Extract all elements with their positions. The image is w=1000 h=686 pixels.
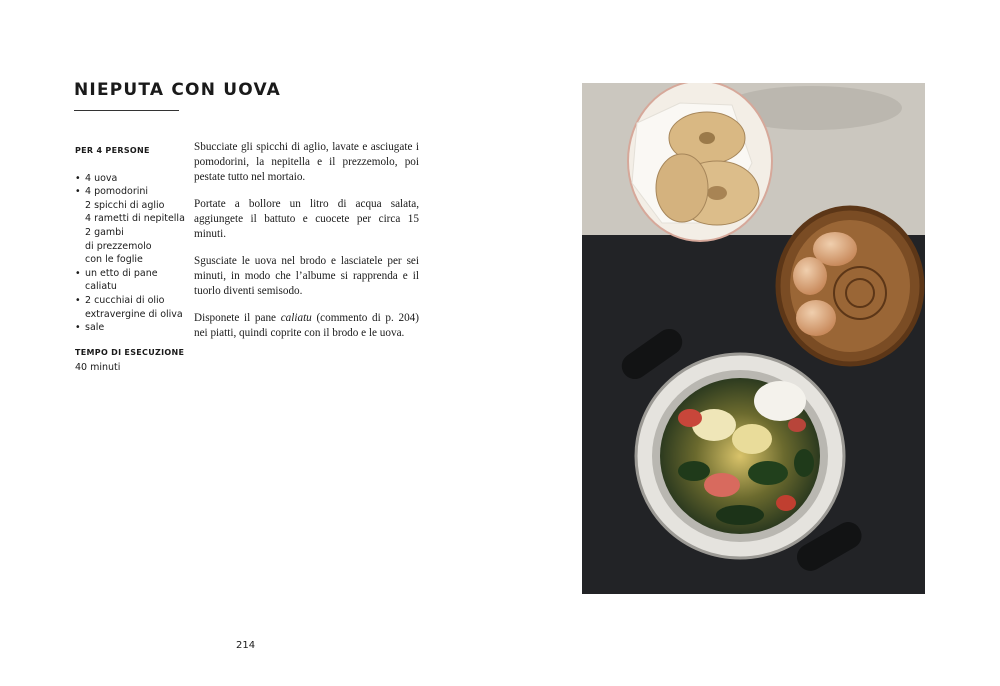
herb-leaves bbox=[678, 461, 710, 481]
photo-illustration bbox=[582, 83, 925, 594]
recipe-photo bbox=[582, 83, 925, 594]
herb-leaves bbox=[794, 449, 814, 477]
ingredient-item: 4 rametti di nepitella bbox=[85, 213, 185, 225]
egg-icon bbox=[796, 300, 836, 336]
ingredient-item: • 4 uova bbox=[75, 172, 185, 186]
ingredient-item: • 2 cucchiai di olio bbox=[75, 294, 185, 308]
ingredient-item: • 4 pomodorini bbox=[75, 185, 185, 199]
ingredients-sidebar bbox=[75, 144, 185, 375]
step-paragraph bbox=[194, 311, 419, 341]
tomato-piece bbox=[776, 495, 796, 511]
tomato-piece bbox=[678, 409, 702, 427]
tomato-piece bbox=[788, 418, 806, 432]
ingredient-item: • un etto di pane bbox=[75, 267, 185, 281]
title-underline bbox=[74, 110, 179, 111]
ingredient-item: • sale bbox=[75, 321, 185, 335]
ingredient-list bbox=[75, 172, 185, 335]
herb-leaves bbox=[716, 505, 764, 525]
egg-icon bbox=[793, 257, 827, 295]
step-paragraph: Sgusciate le uova nel brodo e lasciatele per sei minuti, in modo che l’albume si rapprenda e il tuorlo diventi semisodo. bbox=[194, 255, 419, 297]
ingredient-item: di prezzemolo bbox=[85, 240, 152, 252]
recipe-title: NIEPUTA CON UOVA bbox=[74, 80, 282, 100]
herb-leaves bbox=[748, 461, 788, 485]
step-text: (commento di p. 204) nei piatti, quindi coprite con il brodo e le uova. bbox=[194, 312, 419, 339]
bread-slice-icon bbox=[656, 154, 708, 222]
poached-egg bbox=[754, 381, 806, 421]
step-paragraph: Portate a bollore un litro di acqua salata, aggiungete il battuto e cuocete per circa 15 minuti. bbox=[194, 198, 419, 240]
step-text: Disponete il pane bbox=[194, 312, 281, 324]
poached-egg bbox=[732, 424, 772, 454]
step-paragraph: Sbucciate gli spicchi di aglio, lavate e asciugate i pomodorini, la nepitella e il prezzemolo, poi pestate tutto nel mortaio. bbox=[194, 141, 419, 183]
step-italic-term: caliatu bbox=[280, 312, 312, 324]
ingredient-item: caliatu bbox=[85, 281, 117, 293]
recipe-steps bbox=[194, 140, 419, 353]
time-value: 40 minuti bbox=[75, 362, 121, 374]
ingredient-item: 2 gambi bbox=[85, 226, 124, 238]
time-label: TEMPO DI ESECUZIONE bbox=[75, 347, 185, 357]
ingredient-item: 2 spicchi di aglio bbox=[85, 199, 165, 211]
ingredient-item: con le foglie bbox=[85, 254, 143, 266]
servings-label: PER 4 PERSONE bbox=[75, 146, 150, 155]
page-number: 214 bbox=[236, 640, 256, 651]
tomato-piece bbox=[704, 473, 740, 497]
ingredient-item: extravergine di oliva bbox=[85, 308, 183, 320]
